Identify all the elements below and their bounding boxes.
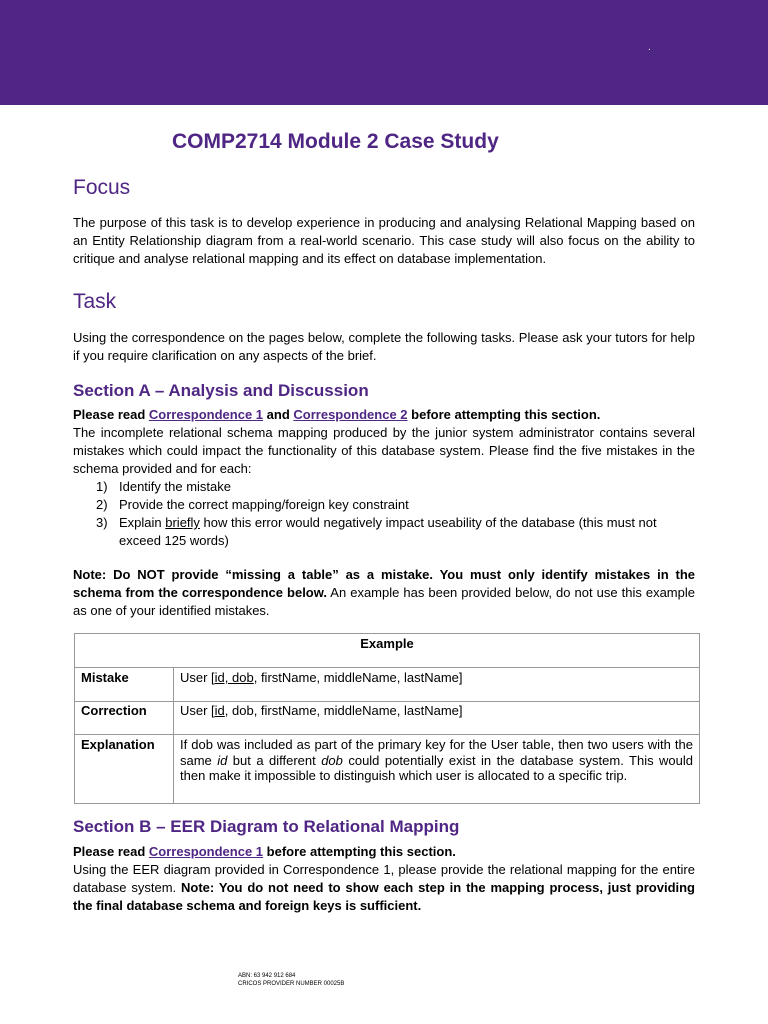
section-a-note	[73, 566, 695, 620]
footer	[238, 972, 344, 988]
note-rest: An example has been provided below, do not use this example as one of your identified mistakes.	[73, 585, 695, 618]
task-heading: Task	[73, 290, 117, 313]
correction-key: id	[214, 703, 225, 718]
mistake-value	[174, 668, 700, 702]
correspondence-1-link[interactable]: Correspondence 1	[148, 407, 264, 422]
mistake-steps-list	[96, 478, 696, 550]
list-text: Identify the mistake	[119, 479, 231, 494]
list-item	[96, 496, 696, 514]
read-prefix: Please read	[73, 407, 149, 422]
header-banner	[0, 0, 768, 105]
list-text-underlined: briefly	[165, 515, 200, 530]
section-a-body: The incomplete relational schema mapping produced by the junior system administrator contains several mistakes which could impact the functionality of this database system. Please find the five mistakes in the schema provided and for each:	[73, 425, 695, 476]
list-number: 2)	[96, 497, 108, 512]
read-suffix: before attempting this section.	[407, 407, 601, 422]
focus-text: The purpose of this task is to develop experience in producing and analysing Relational Mapping based on an Entity Relationship diagram from a real-world scenario. This case study will also focus on the ability to critique and analyse relational mapping and its effect on database implementation.	[73, 215, 695, 266]
list-item	[96, 478, 696, 496]
correction-post: , dob, firstName, middleName, lastName]	[224, 703, 463, 718]
focus-heading: Focus	[73, 176, 131, 199]
section-b-note: Note: You do not need to show each step in the mapping process, just providing the final database schema and foreign keys is sufficient.	[73, 880, 696, 913]
list-number: 1)	[96, 479, 108, 494]
exp-dob: dob	[321, 752, 343, 768]
mistake-label: Mistake	[75, 668, 174, 702]
list-item	[96, 514, 696, 550]
list-number: 3)	[96, 515, 108, 530]
explanation-label: Explanation	[75, 735, 174, 804]
exp-text-3: could potentially exist in the database system. This would then make it impossible to distinguish which user is allocated to a specific trip.	[180, 752, 693, 783]
read-prefix: Please read	[73, 844, 149, 859]
mistake-post: , firstName, middleName, lastName]	[253, 670, 463, 685]
footer-abn: ABN: 63 942 912 684	[238, 973, 296, 979]
correction-label: Correction	[75, 702, 174, 735]
exp-id: id	[217, 752, 228, 768]
list-text-post: how this error would negatively impact useability of the database (this must not exceed 125 words)	[119, 515, 657, 548]
exp-text-2: but a different	[227, 752, 322, 768]
section-b-text: Using the EER diagram provided in Correspondence 1, please provide the relational mapping for the entire database system.	[73, 862, 695, 895]
correction-pre: User [	[180, 703, 215, 718]
correspondence-2-link[interactable]: Correspondence 2	[293, 407, 408, 422]
section-b-heading: Section B – EER Diagram to Relational Mapping	[73, 817, 460, 836]
section-a-heading: Section A – Analysis and Discussion	[73, 381, 369, 400]
mistake-pre: User [	[180, 670, 215, 685]
list-text: Provide the correct mapping/foreign key constraint	[119, 497, 409, 512]
example-table	[74, 633, 700, 804]
correction-value	[174, 702, 700, 735]
mistake-key: id, dob	[214, 670, 254, 685]
task-text: Using the correspondence on the pages below, complete the following tasks. Please ask your tutors for help if you require clarification on any aspects of the brief.	[73, 330, 695, 363]
explanation-value	[174, 735, 700, 804]
footer-cricos: CRICOS PROVIDER NUMBER 00025B	[238, 981, 345, 987]
section-b-body	[73, 861, 695, 915]
list-text-pre: Explain	[119, 515, 166, 530]
correspondence-1-link[interactable]: Correspondence 1	[148, 844, 264, 859]
note-bold: Note: Do NOT provide “missing a table” as a mistake. You must only identify mistakes in the schema from the correspondence below.	[73, 567, 695, 600]
exp-text-1: If dob was included as part of the primary key for the User table, then two users with the same	[180, 737, 693, 768]
banner-mark: .	[648, 42, 651, 53]
section-a-read-line	[73, 406, 695, 424]
read-suffix: before attempting this section.	[263, 844, 456, 859]
read-and: and	[263, 407, 294, 422]
example-caption: Example	[75, 634, 700, 668]
page-title: COMP2714 Module 2 Case Study	[172, 130, 499, 153]
section-b-read-line	[73, 843, 695, 861]
